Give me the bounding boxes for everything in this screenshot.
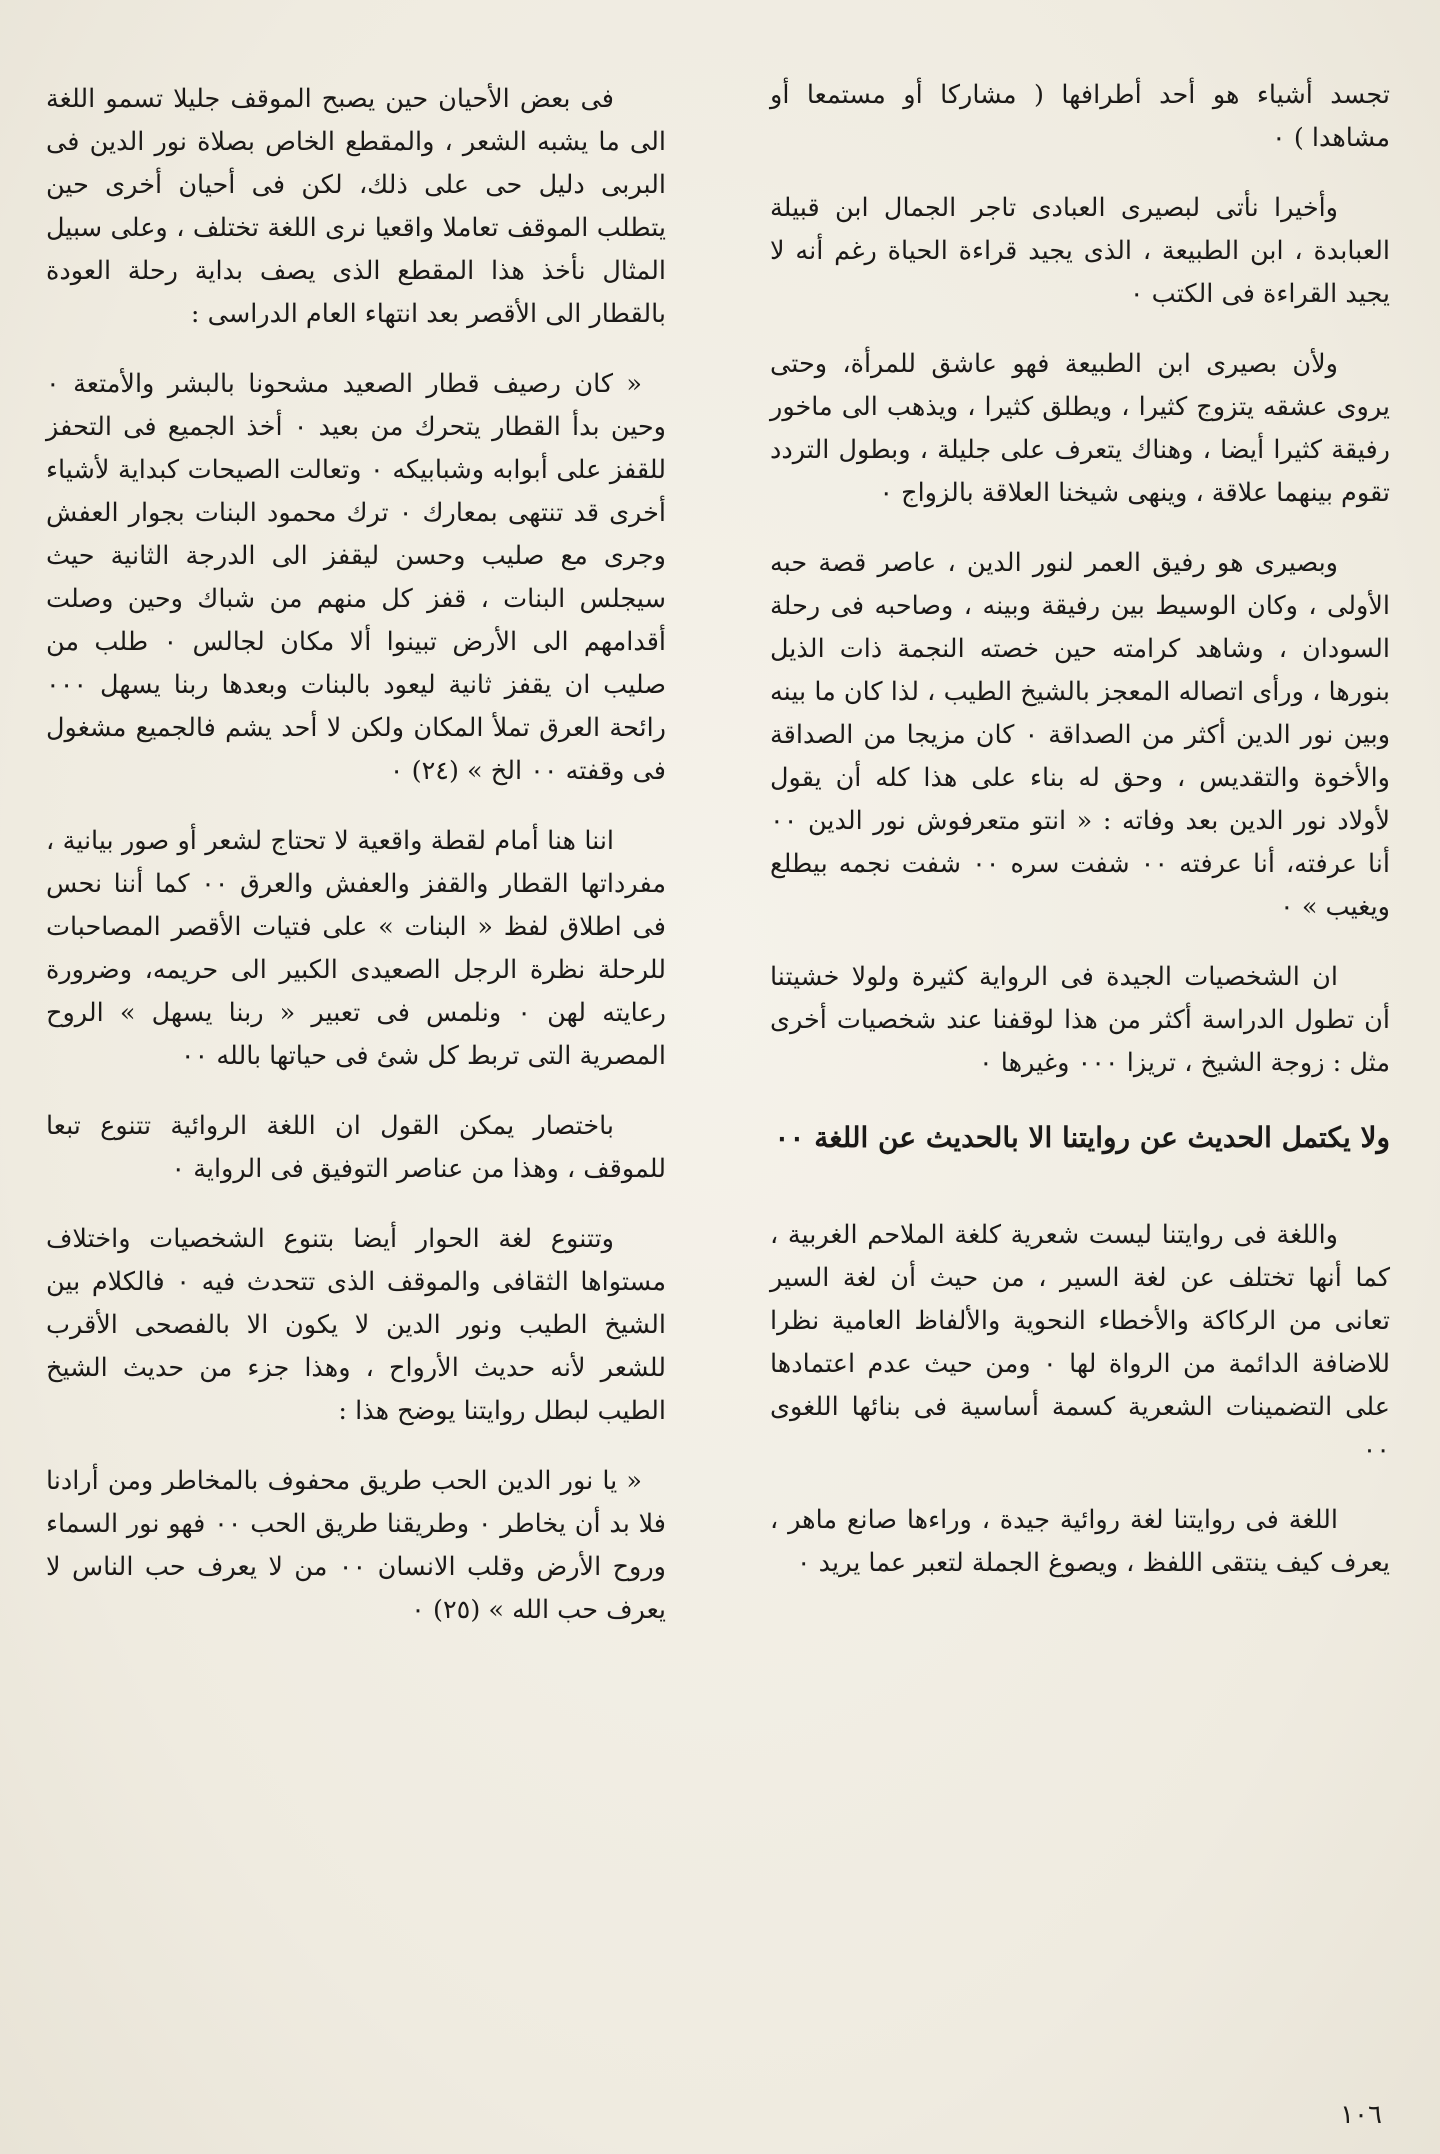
paragraph: اننا هنا أمام لقطة واقعية لا تحتاج لشعر أو صور بيانية ، مفرداتها القطار والقفز والعفش والعرق ٠٠ كما أننا نحس فى اطلاق لفظ « البنات » على فتيات الأقصر المصاحبات للرحلة نظرة الرجل الصعيدى الكبير الى حريمه، وضرورة رعايته لهن ٠ ونلمس فى تعبير « ربنا يسهل » الروح المصرية التى تربط كل شئ فى حياتها بالله ٠٠ bbox=[46, 826, 667, 1071]
paragraph: فى بعض الأحيان حين يصبح الموقف جليلا تسمو اللغة الى ما يشبه الشعر ، والمقطع الخاص بصلاة نور الدين فى البربى دليل حى على ذلك، لكن فى أحيان أخرى حين يتطلب الموقف تعاملا واقعيا نرى اللغة تختلف ، وعلى سبيل المثال نأخذ هذا المقطع الذى يصف بداية رحلة العودة بالقطار الى الأقصر بعد انتهاء العام الدراسى : bbox=[46, 84, 666, 329]
paragraph: وتتنوع لغة الحوار أيضا بتنوع الشخصيات واختلاف مستواها الثقافى والموقف الذى تتحدث فيه ٠ فالكلام بين الشيخ الطيب ونور الدين لا يكون الا بالفصحى الأقرب للشعر لأنه حديث الأرواح ، وهذا جزء من حديث الشيخ الطيب لبطل روايتنا يوضح هذا : bbox=[46, 1224, 666, 1426]
paragraph: واللغة فى روايتنا ليست شعرية كلغة الملاحم الغربية ، كما أنها تختلف عن لغة السير ، من حيث أن لغة السير تعانى من الركاكة والأخطاء النحوية والألفاظ العامية نظرا للاضافة الدائمة من الرواة لها ٠ ومن حيث عدم اعتمادها على التضمينات الشعرية كسمة أساسية فى بنائها اللغوى ٠٠ bbox=[770, 1220, 1390, 1465]
paragraph: وأخيرا نأتى لبصيرى العبادى تاجر الجمال ابن قبيلة العبابدة ، ابن الطبيعة ، الذى يجيد قراءة الحياة رغم أنه لا يجيد القراءة فى الكتب ٠ bbox=[770, 193, 1390, 309]
left-column bbox=[46, 78, 666, 1632]
page-number: ١٠٦ bbox=[1340, 2100, 1382, 2130]
paragraph: ولأن بصيرى ابن الطبيعة فهو عاشق للمرأة، وحتى يروى عشقه يتزوج كثيرا ، ويطلق كثيرا ، ويذهب الى ماخور رفيقة كثيرا أيضا ، وهناك يتعرف على جليلة ، وبطول التردد تقوم بينهما علاقة ، وينهى شيخنا العلاقة بالزواج ٠ bbox=[770, 349, 1390, 508]
paragraph: تجسد أشياء هو أحد أطرافها ( مشاركا أو مستمعا أو مشاهدا ) ٠ bbox=[770, 80, 1390, 153]
quote-paragraph: « يا نور الدين الحب طريق محفوف بالمخاطر ومن أرادنا فلا بد أن يخاطر ٠ وطريقنا طريق الحب ٠٠ فهو نور السماء وروح الأرض وقلب الانسان ٠٠ من لا يعرف حب الناس لا يعرف حب الله » (٢٥) ٠ bbox=[46, 1466, 666, 1625]
paragraph: ان الشخصيات الجيدة فى الرواية كثيرة ولولا خشيتنا أن تطول الدراسة أكثر من هذا لوقفنا عند شخصيات أخرى مثل : زوجة الشيخ ، تريزا ٠٠٠ وغيرها ٠ bbox=[770, 962, 1390, 1078]
paragraph: اللغة فى روايتنا لغة روائية جيدة ، وراءها صانع ماهر ، يعرف كيف ينتقى اللفظ ، ويصوغ الجملة لتعبر عما يريد ٠ bbox=[770, 1505, 1390, 1578]
paragraph: باختصار يمكن القول ان اللغة الروائية تتنوع تبعا للموقف ، وهذا من عناصر التوفيق فى الرواية ٠ bbox=[46, 1111, 666, 1184]
paragraph: وبصيرى هو رفيق العمر لنور الدين ، عاصر قصة حبه الأولى ، وكان الوسيط بين رفيقة وبينه ، وصاحبه فى رحلة السودان ، وشاهد كرامته حين خصته النجمة ذات الذيل بنورها ، ورأى اتصاله المعجز بالشيخ الطيب ، لذا كان ما بينه وبين نور الدين أكثر من الصداقة ٠ كان مزيجا من الصداقة والأخوة والتقديس ، وحق له بناء على هذا كله أن يقول لأولاد نور الدين بعد وفاته : « انتو متعرفوش نور الدين ٠٠ أنا عرفته، أنا عرفته ٠٠ شفت سره ٠٠ شفت نجمه بيطلع ويغيب » ٠ bbox=[770, 548, 1391, 922]
quote-paragraph: « كان رصيف قطار الصعيد مشحونا بالبشر والأمتعة ٠ وحين بدأ القطار يتحرك من بعيد ٠ أخذ الجميع فى التحفز للقفز على أبوابه وشبابيكه ٠ وتعالت الصيحات كبداية لأشياء أخرى قد تنتهى بمعارك ٠ ترك محمود البنات بجوار العفش وجرى مع صليب وحسن ليقفز الى الدرجة الثانية حيث سيجلس البنات ، قفز كل منهم من شباك وحين وصلت أقدامهم الى الأرض تبينوا ألا مكان لجالس ٠ طلب من صليب ان يقفز ثانية ليعود بالبنات وبعدها ربنا يسهل ٠٠٠ رائحة العرق تملأ المكان ولكن لا أحد يشم فالجميع مشغول فى وقفته ٠٠ الخ » (٢٤) ٠ bbox=[46, 369, 666, 786]
section-heading: ولا يكتمل الحديث عن روايتنا الا بالحديث عن اللغة ٠٠ bbox=[774, 1121, 1390, 1154]
right-column bbox=[770, 74, 1390, 1585]
